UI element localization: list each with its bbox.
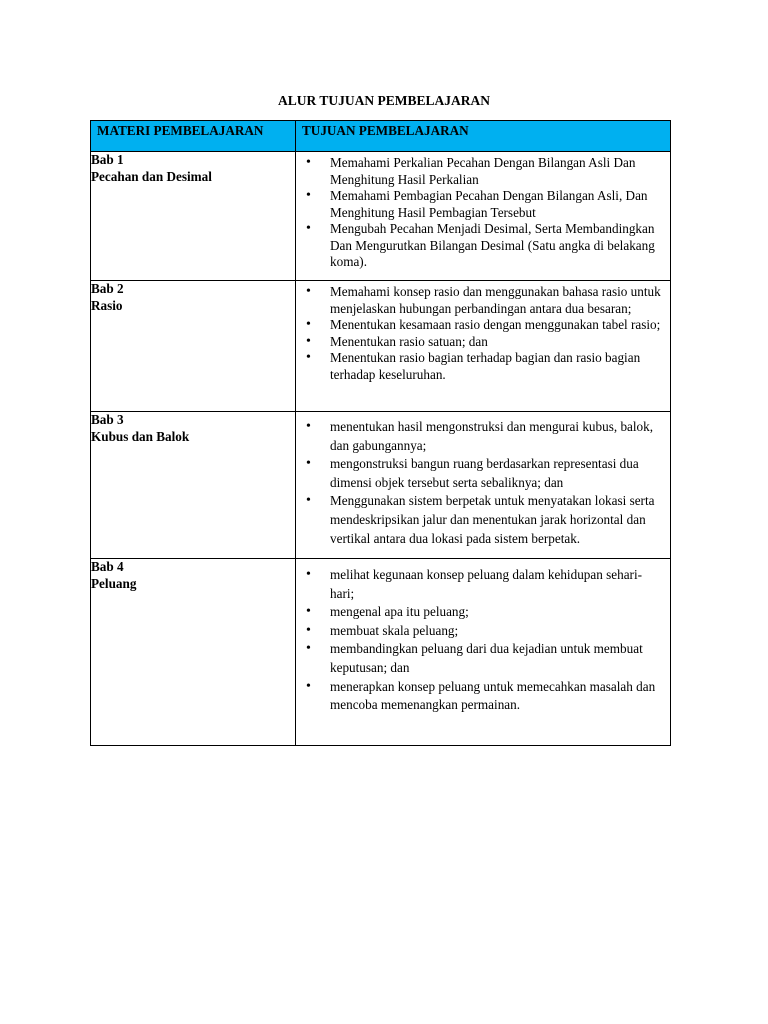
chapter-number: Bab 1 bbox=[91, 152, 124, 167]
chapter-number: Bab 4 bbox=[91, 559, 124, 574]
materi-cell bbox=[91, 152, 296, 281]
list-item: • Memahami Perkalian Pecahan Dengan Bilangan Asli Dan Menghitung Hasil Perkalian bbox=[302, 155, 664, 188]
chapter-topic: Pecahan dan Desimal bbox=[91, 168, 212, 184]
table-row bbox=[91, 152, 671, 281]
page-title: ALUR TUJUAN PEMBELAJARAN bbox=[277, 93, 490, 108]
goals-cell bbox=[296, 281, 671, 412]
chapter-topic: Rasio bbox=[91, 297, 123, 313]
table-header-row bbox=[91, 121, 671, 152]
list-item: • Mengubah Pecahan Menjadi Desimal, Serta Membandingkan Dan Mengurutkan Bilangan Desimal (Satu angka di belakang koma). bbox=[302, 221, 664, 271]
list-item: • Menentukan kesamaan rasio dengan menggunakan tabel rasio; bbox=[302, 317, 664, 334]
list-item: • mengonstruksi bangun ruang berdasarkan representasi dua dimensi objek tersebut serta sebaliknya; dan bbox=[302, 455, 664, 492]
chapter-topic: Kubus dan Balok bbox=[91, 428, 190, 444]
table-row bbox=[91, 281, 671, 412]
table-row bbox=[91, 412, 671, 559]
goals-list bbox=[296, 152, 670, 271]
list-item: • menerapkan konsep peluang untuk memecahkan masalah dan mencoba memenangkan permainan. bbox=[302, 678, 664, 715]
list-item: • Menentukan rasio satuan; dan bbox=[302, 334, 664, 351]
goals-list bbox=[296, 281, 670, 383]
chapter-number: Bab 2 bbox=[91, 281, 124, 296]
chapter-topic: Peluang bbox=[91, 575, 137, 591]
list-item: • melihat kegunaan konsep peluang dalam kehidupan sehari-hari; bbox=[302, 566, 664, 603]
materi-cell bbox=[91, 559, 296, 746]
chapter-number: Bab 3 bbox=[91, 412, 124, 427]
materi-cell bbox=[91, 281, 296, 412]
list-item: • membuat skala peluang; bbox=[302, 622, 664, 641]
list-item: • Menentukan rasio bagian terhadap bagian dan rasio bagian terhadap keseluruhan. bbox=[302, 350, 664, 383]
materi-cell bbox=[91, 412, 296, 559]
goals-list bbox=[296, 412, 670, 548]
list-item: • Menggunakan sistem berpetak untuk menyatakan lokasi serta mendeskripsikan jalur dan menentukan jarak horizontal dan vertikal antara dua lokasi pada sistem berpetak. bbox=[302, 492, 664, 548]
list-item: • membandingkan peluang dari dua kejadian untuk membuat keputusan; dan bbox=[302, 640, 664, 677]
list-item: • Memahami konsep rasio dan menggunakan bahasa rasio untuk menjelaskan hubungan perbandingan antara dua besaran; bbox=[302, 284, 664, 317]
goals-cell bbox=[296, 559, 671, 746]
column-header-tujuan: TUJUAN PEMBELAJARAN bbox=[296, 121, 671, 152]
goals-cell bbox=[296, 412, 671, 559]
goals-cell bbox=[296, 152, 671, 281]
table-row bbox=[91, 559, 671, 746]
list-item: • menentukan hasil mengonstruksi dan mengurai kubus, balok, dan gabungannya; bbox=[302, 418, 664, 455]
list-item: • Memahami Pembagian Pecahan Dengan Bilangan Asli, Dan Menghitung Hasil Pembagian Tersebut bbox=[302, 188, 664, 221]
column-header-materi: MATERI PEMBELAJARAN bbox=[91, 121, 296, 152]
list-item: • mengenal apa itu peluang; bbox=[302, 603, 664, 622]
goals-list bbox=[296, 559, 670, 715]
learning-objectives-table bbox=[90, 120, 671, 746]
